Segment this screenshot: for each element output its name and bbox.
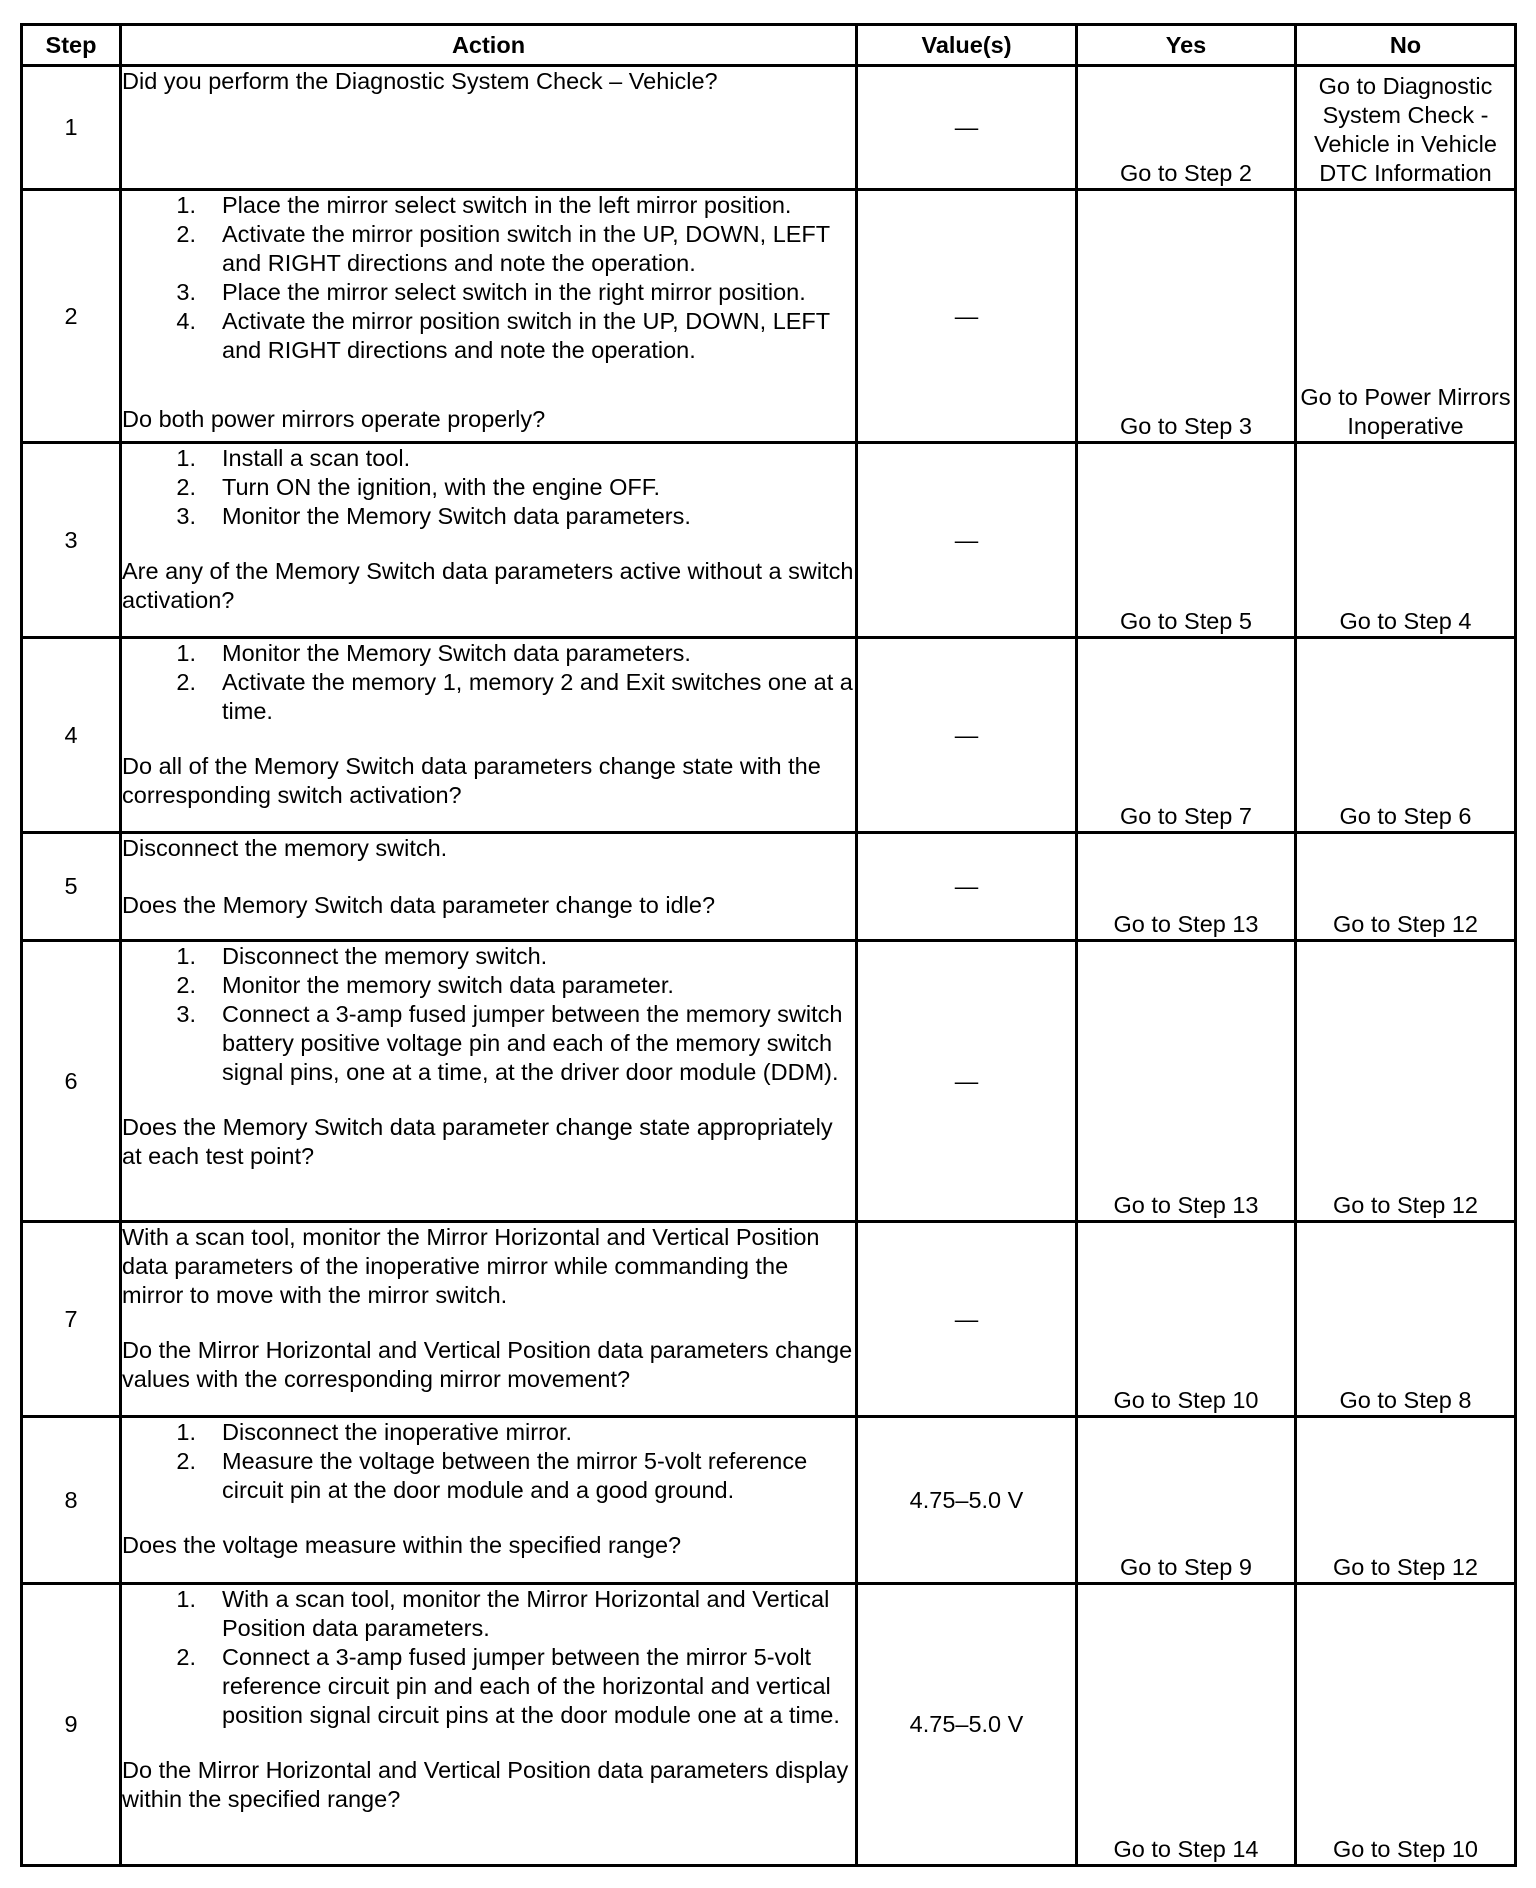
action-step-number: 3.: [176, 1001, 196, 1027]
no-cell: Go to Step 10: [1296, 1584, 1516, 1866]
action-steps-list: [122, 444, 855, 531]
action-step-text: Install a scan tool.: [222, 445, 411, 471]
action-step-text: Measure the voltage between the mirror 5-volt reference circuit pin at the door module and a good ground.: [222, 1448, 808, 1503]
action-question: Does the voltage measure within the specified range?: [122, 1532, 682, 1558]
value-cell: —: [857, 1222, 1077, 1417]
action-steps-list: [122, 191, 855, 365]
action-step-text: Place the mirror select switch in the right mirror position.: [222, 279, 806, 305]
step-number: 1: [22, 66, 121, 190]
no-cell: Go to Step 12: [1296, 1417, 1516, 1584]
value-cell: —: [857, 941, 1077, 1222]
header-action: Action: [121, 25, 857, 66]
no-cell: Go to Step 4: [1296, 443, 1516, 638]
action-step-item: [122, 971, 855, 1000]
action-cell: [121, 1584, 857, 1866]
action-cell: [121, 190, 857, 443]
diagnostic-table: [20, 23, 1517, 1867]
action-step-item: [122, 191, 855, 220]
action-step-number: 2.: [176, 1644, 196, 1670]
no-cell: Go to Step 8: [1296, 1222, 1516, 1417]
table-row: [22, 1417, 1516, 1584]
table-row: [22, 941, 1516, 1222]
action-question: Do both power mirrors operate properly?: [122, 406, 546, 432]
header-step: Step: [22, 25, 121, 66]
table-row: [22, 638, 1516, 833]
action-question: Do all of the Memory Switch data parameters change state with the corresponding switch activation?: [122, 753, 821, 808]
action-step-number: 3.: [176, 279, 196, 305]
action-step-text: Activate the mirror position switch in the UP, DOWN, LEFT and RIGHT directions and note the operation.: [222, 221, 830, 276]
action-step-item: [122, 1585, 855, 1643]
table-row: [22, 190, 1516, 443]
step-number: 3: [22, 443, 121, 638]
step-number: 5: [22, 833, 121, 941]
value-cell: —: [857, 190, 1077, 443]
action-step-item: [122, 278, 855, 307]
action-step-number: 3.: [176, 503, 196, 529]
action-question: Do the Mirror Horizontal and Vertical Position data parameters change values with the corresponding mirror movement?: [122, 1337, 853, 1392]
action-step-number: 2.: [176, 669, 196, 695]
action-steps-list: [122, 1585, 855, 1730]
no-cell: Go to Diagnostic System Check - Vehicle in Vehicle DTC Information: [1296, 66, 1516, 190]
yes-cell: Go to Step 13: [1077, 941, 1296, 1222]
action-cell: [121, 1417, 857, 1584]
action-step-text: With a scan tool, monitor the Mirror Horizontal and Vertical Position data parameters.: [222, 1586, 830, 1641]
action-step-text: Activate the mirror position switch in the UP, DOWN, LEFT and RIGHT directions and note the operation.: [222, 308, 830, 363]
action-step-number: 1.: [176, 445, 196, 471]
action-step-item: [122, 1000, 855, 1087]
action-step-item: [122, 1418, 855, 1447]
action-intro: With a scan tool, monitor the Mirror Horizontal and Vertical Position data parameters of the inoperative mirror while commanding the mirror to move with the mirror switch.: [122, 1224, 820, 1308]
table-row: [22, 1584, 1516, 1866]
value-cell: —: [857, 66, 1077, 190]
yes-cell: Go to Step 2: [1077, 66, 1296, 190]
action-step-item: [122, 502, 855, 531]
header-yes: Yes: [1077, 25, 1296, 66]
table-row: [22, 833, 1516, 941]
value-cell: 4.75–5.0 V: [857, 1584, 1077, 1866]
action-cell: [121, 833, 857, 941]
yes-cell: Go to Step 5: [1077, 443, 1296, 638]
header-row: [22, 25, 1516, 66]
action-step-text: Monitor the Memory Switch data parameters.: [222, 503, 691, 529]
action-step-item: [122, 307, 855, 365]
action-step-item: [122, 1643, 855, 1730]
action-step-number: 1.: [176, 1419, 196, 1445]
table-row: [22, 66, 1516, 190]
action-intro: Disconnect the memory switch.: [122, 835, 448, 861]
step-number: 2: [22, 190, 121, 443]
action-step-item: [122, 473, 855, 502]
yes-cell: Go to Step 9: [1077, 1417, 1296, 1584]
no-cell: Go to Step 6: [1296, 638, 1516, 833]
table-row: [22, 1222, 1516, 1417]
action-question: Does the Memory Switch data parameter change to idle?: [122, 892, 716, 918]
action-step-number: 2.: [176, 221, 196, 247]
step-number: 9: [22, 1584, 121, 1866]
action-step-text: Connect a 3-amp fused jumper between the memory switch battery positive voltage pin and each of the memory switch signal pins, one at a time, at the driver door module (DDM).: [222, 1001, 843, 1085]
action-step-text: Connect a 3-amp fused jumper between the mirror 5-volt reference circuit pin and each of the horizontal and vertical position signal circuit pins at the door module one at a time.: [222, 1644, 840, 1728]
action-step-number: 2.: [176, 972, 196, 998]
action-question: Are any of the Memory Switch data parameters active without a switch activation?: [122, 558, 854, 613]
yes-cell: Go to Step 3: [1077, 190, 1296, 443]
action-step-text: Monitor the Memory Switch data parameters.: [222, 640, 691, 666]
action-cell: [121, 443, 857, 638]
step-number: 8: [22, 1417, 121, 1584]
action-step-item: [122, 1447, 855, 1505]
step-number: 7: [22, 1222, 121, 1417]
action-cell: [121, 66, 857, 190]
action-step-number: 1.: [176, 943, 196, 969]
action-step-text: Monitor the memory switch data parameter.: [222, 972, 674, 998]
table-body: [22, 66, 1516, 1866]
value-cell: —: [857, 638, 1077, 833]
value-cell: —: [857, 443, 1077, 638]
action-step-text: Disconnect the memory switch.: [222, 943, 548, 969]
step-number: 4: [22, 638, 121, 833]
no-cell: Go to Step 12: [1296, 833, 1516, 941]
action-step-number: 4.: [176, 308, 196, 334]
header-values: Value(s): [857, 25, 1077, 66]
action-step-number: 1.: [176, 192, 196, 218]
diagnostic-table-sheet: [20, 23, 1514, 1867]
action-cell: [121, 941, 857, 1222]
yes-cell: Go to Step 13: [1077, 833, 1296, 941]
action-step-text: Activate the memory 1, memory 2 and Exit switches one at a time.: [222, 669, 853, 724]
action-step-number: 2.: [176, 1448, 196, 1474]
yes-cell: Go to Step 14: [1077, 1584, 1296, 1866]
value-cell: —: [857, 833, 1077, 941]
action-cell: [121, 638, 857, 833]
table-row: [22, 443, 1516, 638]
action-step-item: [122, 639, 855, 668]
header-no: No: [1296, 25, 1516, 66]
action-step-number: 1.: [176, 1586, 196, 1612]
action-step-item: [122, 444, 855, 473]
action-step-item: [122, 942, 855, 971]
action-step-text: Disconnect the inoperative mirror.: [222, 1419, 573, 1445]
no-cell: Go to Step 12: [1296, 941, 1516, 1222]
action-intro: Did you perform the Diagnostic System Check – Vehicle?: [122, 68, 718, 94]
action-steps-list: [122, 1418, 855, 1505]
yes-cell: Go to Step 10: [1077, 1222, 1296, 1417]
action-step-text: Place the mirror select switch in the left mirror position.: [222, 192, 792, 218]
action-steps-list: [122, 639, 855, 726]
action-step-number: 2.: [176, 474, 196, 500]
action-step-number: 1.: [176, 640, 196, 666]
no-cell: Go to Power Mirrors Inoperative: [1296, 190, 1516, 443]
action-step-text: Turn ON the ignition, with the engine OFF.: [222, 474, 661, 500]
action-steps-list: [122, 942, 855, 1087]
action-step-item: [122, 668, 855, 726]
action-question: Do the Mirror Horizontal and Vertical Position data parameters display within the specified range?: [122, 1757, 849, 1812]
action-question: Does the Memory Switch data parameter change state appropriately at each test point?: [122, 1114, 833, 1169]
yes-cell: Go to Step 7: [1077, 638, 1296, 833]
action-cell: [121, 1222, 857, 1417]
action-step-item: [122, 220, 855, 278]
value-cell: 4.75–5.0 V: [857, 1417, 1077, 1584]
step-number: 6: [22, 941, 121, 1222]
